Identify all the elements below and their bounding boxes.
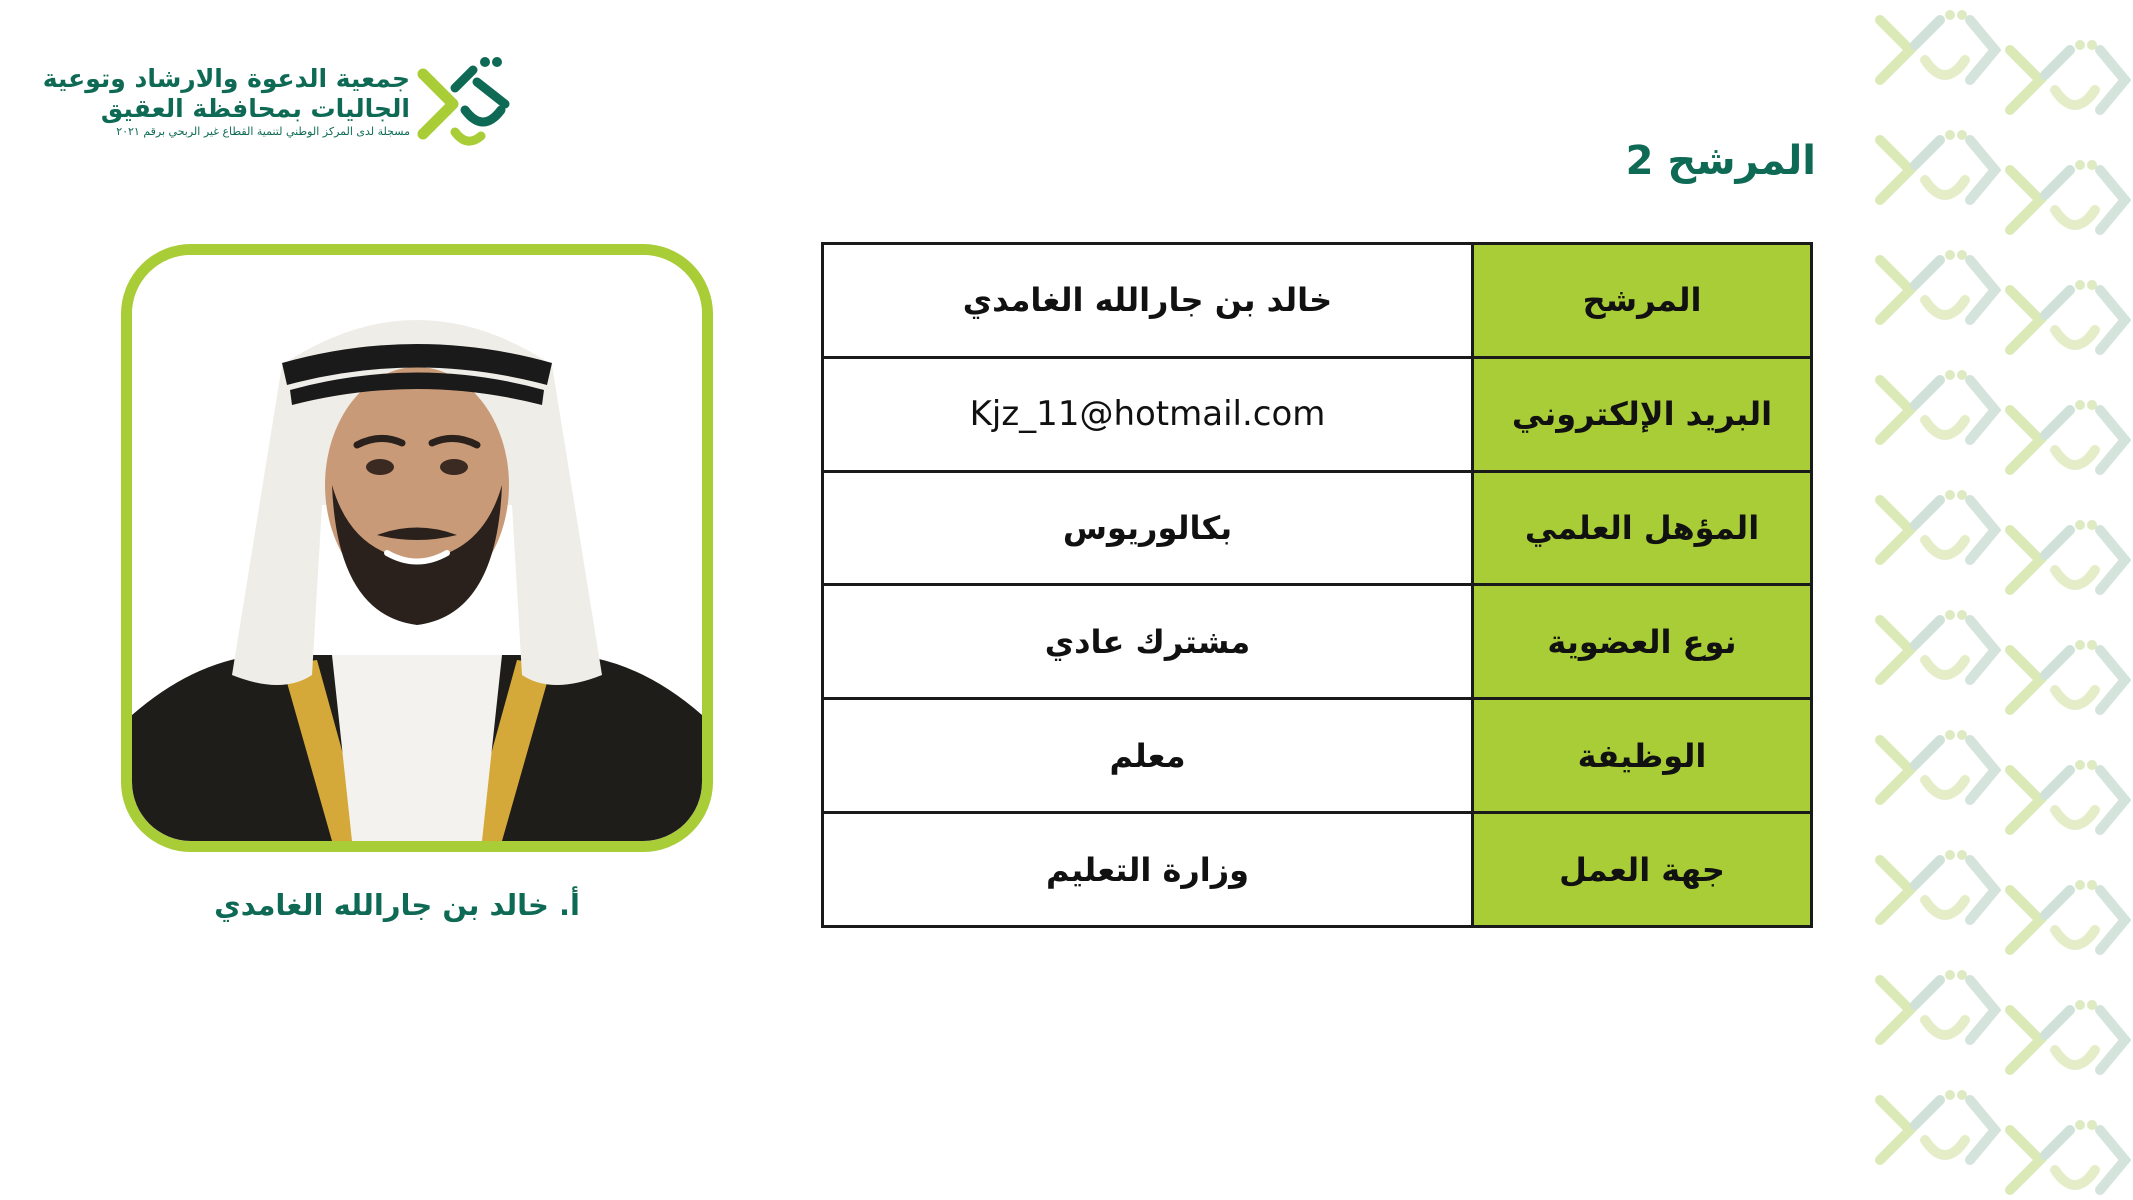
org-name-line2: الجاليات بمحافظة العقيق [100,94,410,123]
table-row [823,585,1812,699]
table-row [823,813,1812,927]
table-row [823,357,1812,471]
row-value-employer: وزارة التعليم [823,813,1473,927]
row-label-membership: نوع العضوية [1473,585,1812,699]
row-label-employer: جهة العمل [1473,813,1812,927]
table-row [823,699,1812,813]
photo-caption: أ. خالد بن جارالله الغامدي [214,888,580,922]
row-label-job: الوظيفة [1473,699,1812,813]
row-value-email: Kjz_11@hotmail.com [823,357,1473,471]
organization-logo [42,50,520,160]
candidate-photo [121,244,713,852]
decorative-pattern [1855,0,2133,1200]
org-name-line1: جمعية الدعوة والارشاد وتوعية [42,64,410,93]
row-value-job: معلم [823,699,1473,813]
organization-logo-icon [415,52,515,152]
row-label-candidate: المرشح [1473,244,1812,358]
table-row [823,471,1812,585]
row-value-membership: مشترك عادي [823,585,1473,699]
org-registration-text: مسجلة لدى المركز الوطني لتنمية القطاع غير الربحي برقم ٢٠٢١ [116,125,410,138]
row-value-qualification: بكالوريوس [823,471,1473,585]
page-title: المرشح 2 [1625,138,1816,184]
row-value-candidate: خالد بن جارالله الغامدي [823,244,1473,358]
candidate-info-table [821,242,1813,928]
row-label-email: البريد الإلكتروني [1473,357,1812,471]
table-row [823,244,1812,358]
row-label-qualification: المؤهل العلمي [1473,471,1812,585]
